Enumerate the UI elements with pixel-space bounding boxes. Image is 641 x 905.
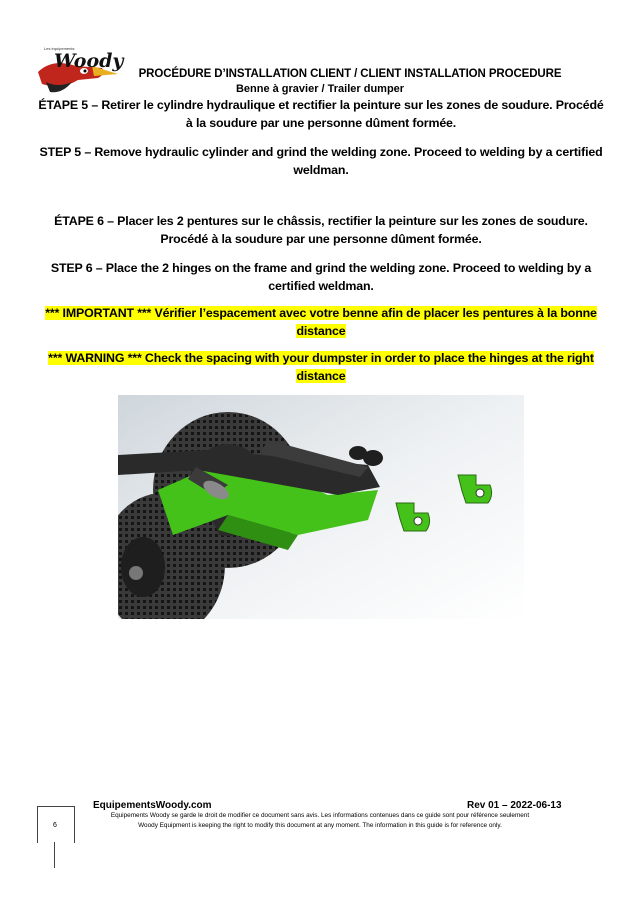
important-notice [30, 304, 612, 340]
step6-fr-line1: ÉTAPE 6 – Placer les 2 pentures sur le châssis, rectifier la peinture sur les zones de soudure. [54, 214, 588, 228]
step5-en-line2: weldman. [293, 163, 349, 177]
page-number-divider [54, 842, 55, 868]
important-line2: distance [296, 324, 346, 338]
warning-line1: *** WARNING *** Check the spacing with your dumpster in order to place the hinges at the right [48, 351, 594, 365]
important-line1: *** IMPORTANT *** Vérifier l’espacement avec votre benne afin de placer les pentures à la bonne [45, 306, 597, 320]
document-title: PROCÉDURE D’INSTALLATION CLIENT / CLIENT INSTALLATION PROCEDURE [138, 68, 562, 80]
warning-line2: distance [296, 369, 346, 383]
footer-note-fr: Equipements Woody se garde le droit de modifier ce document sans avis. Les informations contenues dans ce guide sont pour référence seulement [110, 812, 530, 819]
footer-website: EquipementsWoody.com [93, 800, 212, 811]
logo-text: Woody [54, 50, 124, 72]
step6-fr [30, 212, 612, 248]
step6-en-line2: certified weldman. [268, 279, 374, 293]
warning-notice [30, 349, 612, 385]
logo-small-text: Les équipements [44, 46, 75, 51]
page-number: 6 [53, 822, 57, 829]
footer-revision: Rev 01 – 2022-06-13 [467, 800, 562, 811]
step5-en-line1: STEP 5 – Remove hydraulic cylinder and grind the welding zone. Proceed to welding by a certified [39, 145, 603, 159]
footer-note-en: Woody Equipment is keeping the right to modify this document at any moment. The information in this guide is for reference only. [138, 822, 502, 829]
trailer-hinge-illustration [118, 395, 524, 619]
step6-en [30, 259, 612, 295]
step5-fr-line1: ÉTAPE 5 – Retirer le cylindre hydraulique et rectifier la peinture sur les zones de soudure. Procédé [38, 98, 604, 112]
step5-fr-line2: à la soudure par une personne dûment formée. [185, 116, 457, 130]
step6-en-line1: STEP 6 – Place the 2 hinges on the frame and grind the welding zone. Proceed to welding by a [50, 261, 592, 275]
document-subtitle: Benne à gravier / Trailer dumper [235, 83, 405, 95]
woody-logo [32, 44, 124, 96]
step6-fr-line2: Procédé à la soudure par une personne dûment formée. [160, 232, 482, 246]
step5-fr [30, 96, 612, 132]
step5-en [30, 143, 612, 179]
